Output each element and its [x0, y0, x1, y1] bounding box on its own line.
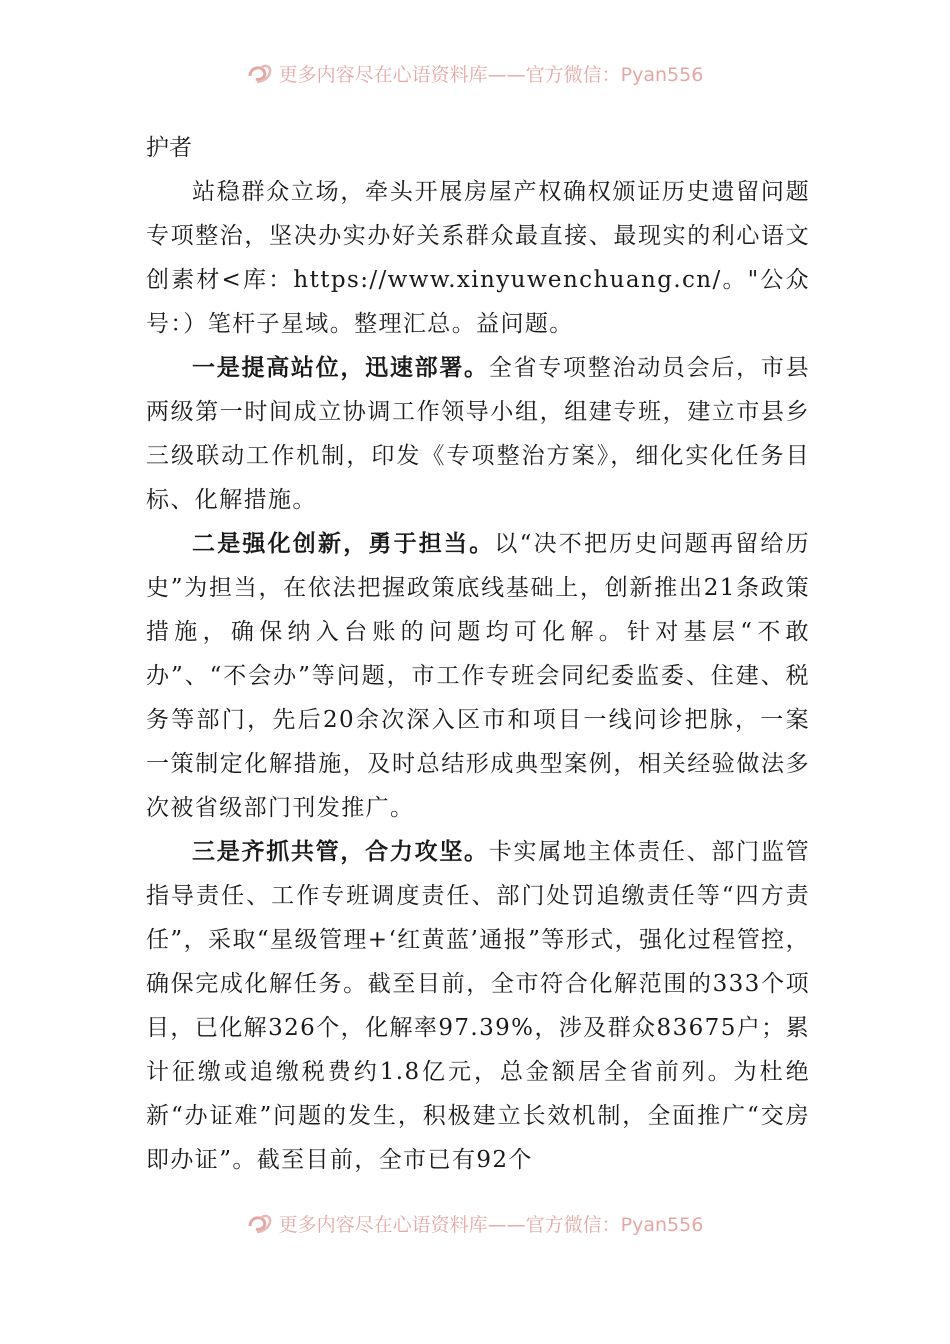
paragraph-body: 卡实属地主体责任、部门监管指导责任、工作专班调度责任、部门处罚追缴责任等“四方责任”，采取“星级管理+‘红黄蓝’通报”等形式，强化过程管控，确保完成化解任务。截至目前，全市符合化解范围的333个项目，已化解326个，化解率97.39%，涉及群众83675户；累计征缴或追缴税费约1.8亿元，总金额居全省前列。为杜绝新“办证难”问题的发生，积极建立长效机制，全面推广“交房即办证”。截至目前，全市已有92个: [146, 839, 810, 1173]
paragraph-point-3: [146, 830, 810, 1182]
paragraph-body: 全省专项整治动员会后，市县两级第一时间成立协调工作领导小组，组建专班，建立市县乡三级联动工作机制，印发《专项整治方案》，细化实化任务目标、化解措施。: [146, 355, 810, 513]
footer-watermark: [0, 1208, 950, 1238]
paragraph-body: 站稳群众立场，牵头开展房屋产权确权颁证历史遗留问题专项整治，坚决办实办好关系群众最直接、最现实的利心语文创素材<库：https://www.xinyuwenchuang.cn/。"公众号：）笔杆子星域。整理汇总。益问题。: [146, 179, 810, 337]
watermark-text: 更多内容尽在心语资料库——官方微信：Pyan556: [278, 1213, 704, 1236]
paragraph-intro: [146, 170, 810, 346]
section-heading: 护者: [146, 135, 192, 161]
paragraph-point-2: [146, 522, 810, 830]
document-body: [146, 126, 810, 1182]
brand-logo-icon: [247, 62, 273, 84]
paragraph-lead: 一是提高站位，迅速部署。: [192, 354, 489, 381]
header-watermark: [0, 58, 950, 88]
brand-logo-icon: [247, 1212, 273, 1234]
paragraph-point-1: [146, 346, 810, 522]
paragraph-body: 以“决不把历史问题再留给历史”为担当，在依法把握政策底线基础上，创新推出21条政策措施，确保纳入台账的问题均可化解。针对基层“不敢办”、“不会办”等问题，市工作专班会同纪委监委、住建、税务等部门，先后20余次深入区市和项目一线问诊把脉，一案一策制定化解措施，及时总结形成典型案例，相关经验做法多次被省级部门刊发推广。: [146, 531, 810, 821]
paragraph-lead: 二是强化创新，勇于担当。: [192, 530, 495, 557]
watermark-text: 更多内容尽在心语资料库——官方微信：Pyan556: [278, 63, 704, 86]
paragraph-lead: 三是齐抓共管，合力攻坚。: [192, 838, 489, 865]
